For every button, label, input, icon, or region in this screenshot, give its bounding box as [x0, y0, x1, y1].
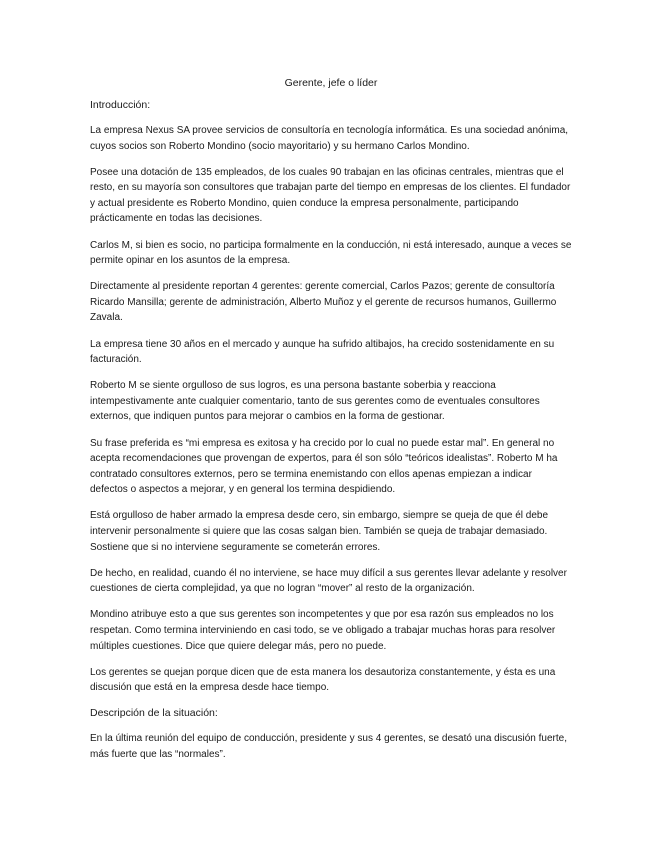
paragraph-managers: Directamente al presidente reportan 4 gerentes: gerente comercial, Carlos Pazos; gerente de consultoría Ricardo Mansilla; gerente de administración, Alberto Muñoz y el gerente de recursos humanos, Guillermo Zavala. — [90, 281, 557, 324]
paragraph-company: La empresa Nexus SA provee servicios de consultoría en tecnología informática. Es una sociedad anónima, cuyos socios son Roberto Mondino (socio mayoritario) y su hermano Carlos Mondino. — [90, 125, 569, 152]
paragraph-intervene: Está orgulloso de haber armado la empresa desde cero, sin embargo, siempre se queja de que él debe intervenir personalmente si quiere que las cosas salgan bien. También se queja de trabajar demasiado. Sostiene que si no interviene seguramente se cometerán errores. — [90, 510, 549, 553]
paragraph-pride: Roberto M se siente orgulloso de sus logros, es una persona bastante soberbia y reacciona intempestivamente ante cualquier comentario, tanto de sus gerentes como de eventuales consultores externos, que indiquen puntos para mejorar o cambios en la forma de gestionar. — [90, 380, 540, 423]
paragraph-blame: Mondino atribuye esto a que sus gerentes son incompetentes y que por esa razón sus empleados no los respetan. Como termina interviniendo en casi todo, se ve obligado a trabajar muchas horas para resolver múltiples cuestiones. Dice que quiere delegar más, pero no puede. — [90, 609, 556, 652]
paragraph-meeting: En la última reunión del equipo de conducción, presidente y sus 4 gerentes, se desató una discusión fuerte, más fuerte que las “normales”. — [90, 733, 567, 760]
paragraph-carlos: Carlos M, si bien es socio, no participa formalmente en la conducción, ni está interesado, aunque a veces se permite opinar en los asuntos de la empresa. — [90, 239, 572, 267]
situation-heading: Descripción de la situación: — [90, 707, 218, 720]
paragraph-difficulty: De hecho, en realidad, cuando él no interviene, se hace muy difícil a sus gerentes llevar adelante y resolver cuestiones de cierta complejidad, ya que no logran “mover” al resto de la organización. — [90, 567, 567, 595]
paragraph-history: La empresa tiene 30 años en el mercado y aunque ha sufrido altibajos, ha crecido sostenidamente en su facturación. — [90, 338, 555, 366]
intro-heading: Introducción: — [90, 99, 151, 111]
document-title: Gerente, jefe o líder — [284, 77, 378, 89]
paragraph-complaints: Los gerentes se quejan porque dicen que de esta manera los desautoriza constantemente, y ésta es una discusión que está en la empresa desde hace tiempo. — [90, 666, 556, 694]
paragraph-staff: Posee una dotación de 135 empleados, de los cuales 90 trabajan en las oficinas centrales, mientras que el resto, en su mayoría son consultores que trabajan parte del tiempo en empresas de los clientes. El fundador y actual presidente es Roberto Mondino, quien conduce la empresa personalmente, participando prácticamente en todas las decisiones. — [90, 166, 571, 225]
document-page — [90, 76, 572, 773]
paragraph-phrase: Su frase preferida es “mi empresa es exitosa y ha crecido por lo cual no puede estar mal”. En general no acepta recomendaciones que provengan de expertos, para él son sólo “teóricos idealistas”. Roberto M ha contratado consultores externos, pero se termina enemistando con ellos apenas empiezan a indicar defectos o aspectos a mejorar, y en general los termina despidiendo. — [90, 437, 558, 496]
